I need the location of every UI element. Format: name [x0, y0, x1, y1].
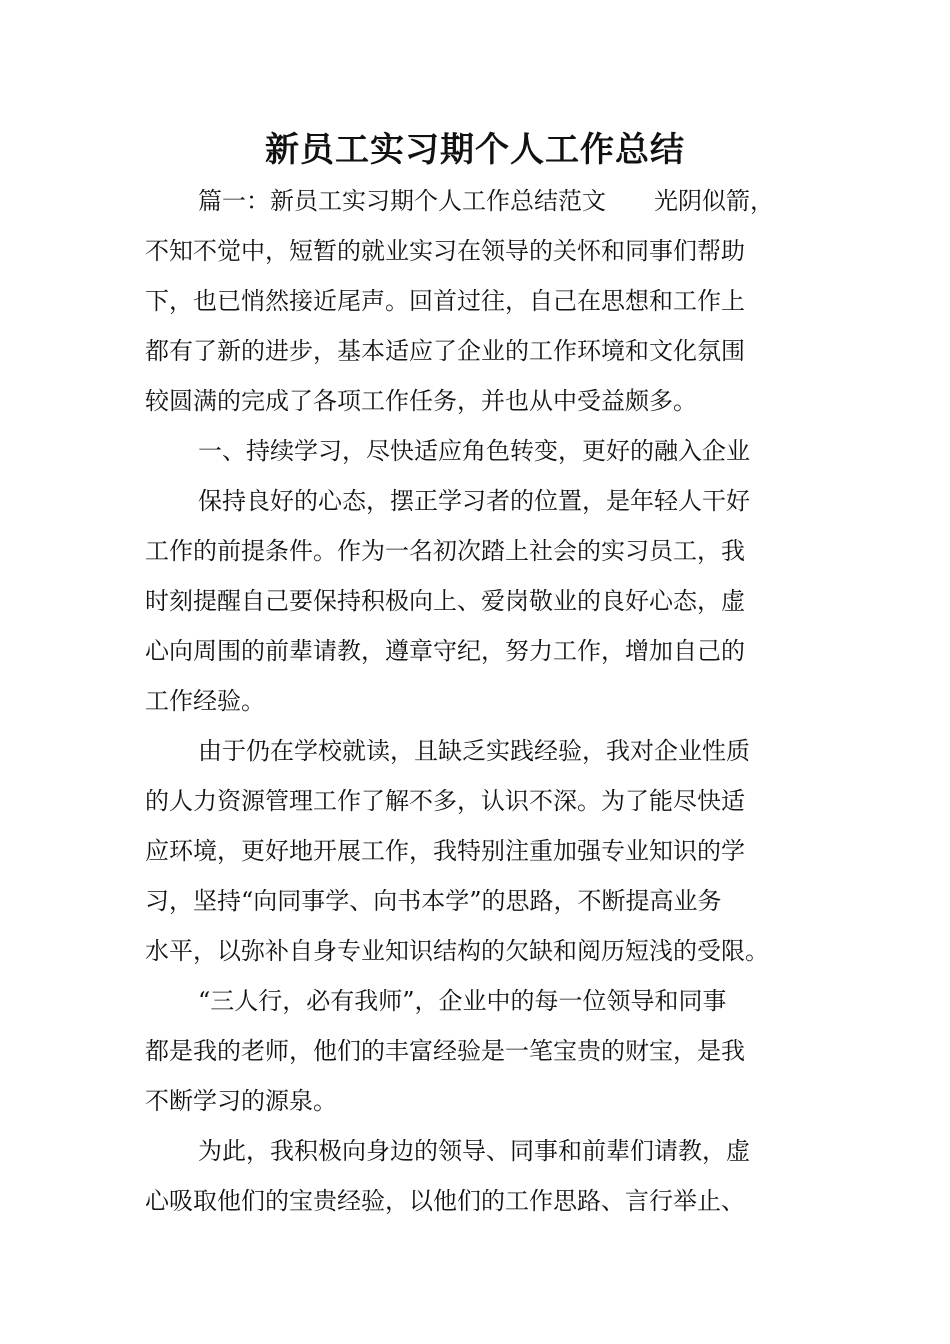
text-line: 应环境，更好地开展工作，我特别注重加强专业知识的学 [145, 837, 745, 865]
text-line: 不断学习的源泉。 [145, 1087, 337, 1115]
text-line: 篇一：新员工实习期个人工作总结范文 光阴似箭， [198, 187, 774, 215]
document-title: 新员工实习期个人工作总结 [265, 130, 685, 170]
document-body [145, 176, 810, 1226]
text-line: 一、持续学习，尽快适应角色转变，更好的融入企业 [198, 437, 750, 465]
text-line: 都有了新的进步，基本适应了企业的工作环境和文化氛围 [145, 337, 745, 365]
text-line: 习，坚持“向同事学、向书本学”的思路，不断提高业务 [145, 887, 722, 915]
text-line: 心吸取他们的宝贵经验，以他们的工作思路、言行举止、 [145, 1187, 745, 1215]
text-line: 时刻提醒自己要保持积极向上、爱岗敬业的良好心态，虚 [145, 587, 745, 615]
text-line: 都是我的老师，他们的丰富经验是一笔宝贵的财宝，是我 [145, 1037, 745, 1065]
text-line: 工作的前提条件。作为一名初次踏上社会的实习员工，我 [145, 537, 745, 565]
text-line: 保持良好的心态，摆正学习者的位置，是年轻人干好 [198, 487, 750, 515]
text-line: 较圆满的完成了各项工作任务，并也从中受益颇多。 [145, 387, 697, 415]
text-line: 下，也已悄然接近尾声。回首过往，自己在思想和工作上 [145, 287, 745, 315]
text-line: 不知不觉中，短暂的就业实习在领导的关怀和同事们帮助 [145, 237, 745, 265]
text-line: 水平，以弥补自身专业知识结构的欠缺和阅历短浅的受限。 [145, 937, 769, 965]
text-line: 的人力资源管理工作了解不多，认识不深。为了能尽快适 [145, 787, 745, 815]
text-line: 由于仍在学校就读，且缺乏实践经验，我对企业性质 [198, 737, 750, 765]
text-line: 工作经验。 [145, 687, 265, 715]
text-line: “三人行，必有我师”，企业中的每一位领导和同事 [198, 987, 727, 1015]
text-line: 心向周围的前辈请教，遵章守纪，努力工作，增加自己的 [145, 637, 745, 665]
text-line: 为此，我积极向身边的领导、同事和前辈们请教，虚 [198, 1137, 750, 1165]
